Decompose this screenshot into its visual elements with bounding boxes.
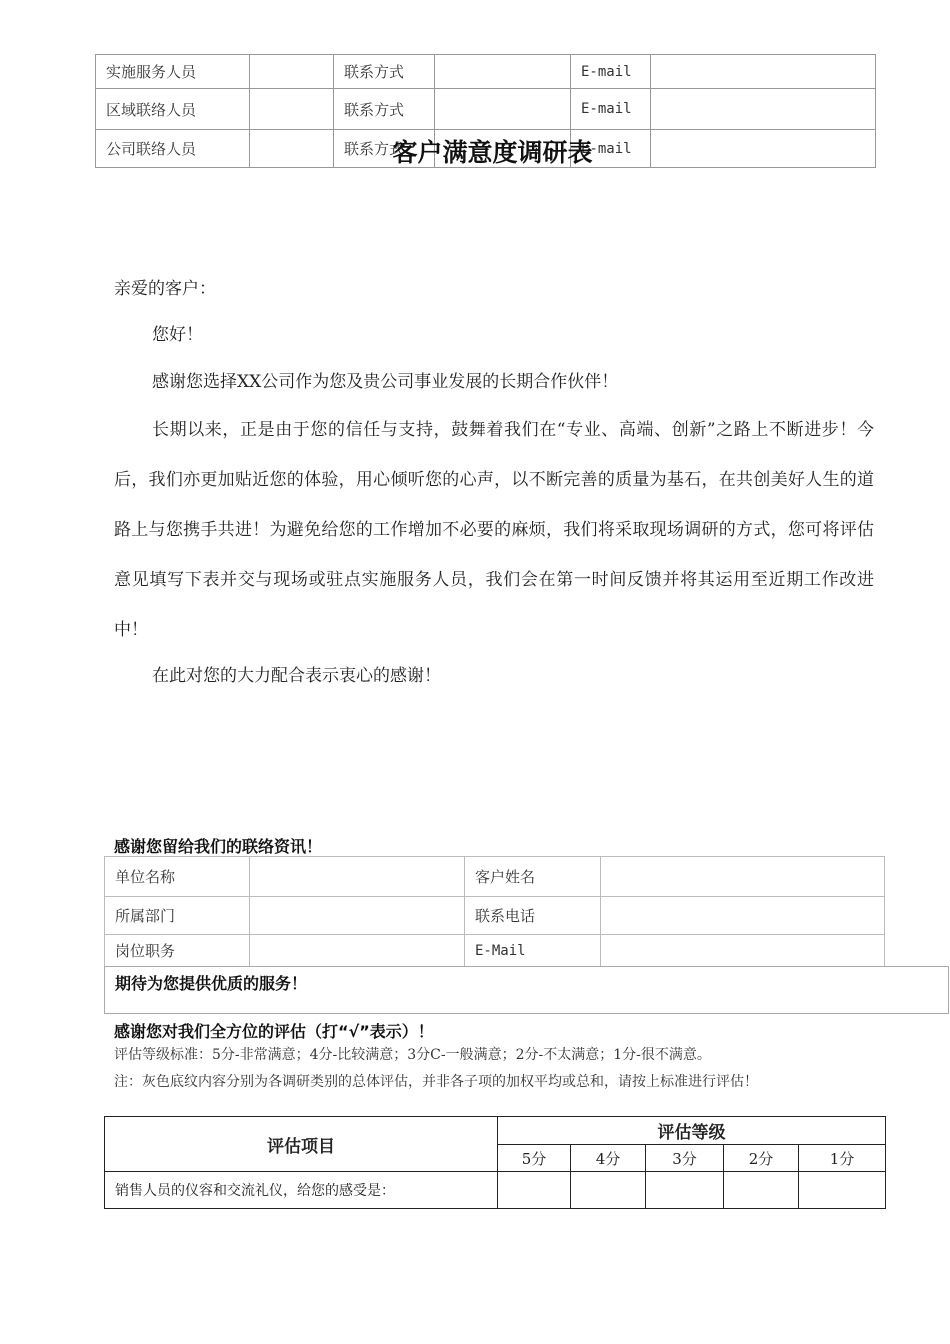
email-label: E-mail	[571, 130, 651, 168]
grade-4-cell[interactable]	[571, 1172, 646, 1209]
service-banner-text: 期待为您提供优质的服务！	[115, 974, 308, 993]
grade-header: 评估等级	[498, 1117, 886, 1145]
email-cell[interactable]	[651, 55, 876, 89]
grade-label: 5分	[498, 1145, 571, 1172]
grade-3-cell[interactable]	[646, 1172, 724, 1209]
grade-1-cell[interactable]	[799, 1172, 886, 1209]
field-label: 所属部门	[105, 897, 250, 935]
company-name-field[interactable]	[250, 857, 465, 897]
letter-greeting: 您好！	[152, 325, 203, 345]
email-field[interactable]	[601, 935, 885, 967]
page-title: 客户满意度调研表	[392, 138, 593, 167]
contact-cell[interactable]	[435, 55, 571, 89]
contact-section-heading: 感谢您留给我们的联络资讯！	[114, 837, 323, 856]
field-label: 岗位职务	[105, 935, 250, 967]
position-field[interactable]	[250, 935, 465, 967]
email-label: E-mail	[571, 89, 651, 130]
contact-label: 联系方式	[334, 55, 435, 89]
contact-label: 联系方式	[334, 89, 435, 130]
field-label: 客户姓名	[465, 857, 601, 897]
grade-label: 1分	[799, 1145, 886, 1172]
grade-label: 2分	[724, 1145, 799, 1172]
letter-thanks: 感谢您选择XX公司作为您及贵公司事业发展的长期合作伙伴！	[152, 372, 619, 392]
table-row	[105, 935, 885, 967]
evaluation-item: 销售人员的仪容和交流礼仪，给您的感受是：	[105, 1172, 498, 1209]
item-header: 评估项目	[105, 1117, 498, 1172]
service-banner-box	[104, 966, 949, 1014]
table-row	[96, 89, 876, 130]
email-label: E-mail	[571, 55, 651, 89]
letter-closing: 在此对您的大力配合表示衷心的感谢！	[152, 666, 441, 686]
evaluation-table	[104, 1116, 886, 1209]
table-row	[105, 857, 885, 897]
contact-label: 联系方式	[334, 130, 435, 168]
table-row	[105, 897, 885, 935]
phone-field[interactable]	[601, 897, 885, 935]
customer-name-field[interactable]	[601, 857, 885, 897]
email-cell[interactable]	[651, 89, 876, 130]
letter-body: 长期以来，正是由于您的信任与支持，鼓舞着我们在“专业、高端、创新”之路上不断进步！今后，我们亦更加贴近您的体验，用心倾听您的心声，以不断完善的质量为基石，在共创美好人生的道路上与您携手共进！为避免给您的工作增加不必要的麻烦，我们将采取现场调研的方式，您可将评估意见填写下表并交与现场或驻点实施服务人员，我们会在第一时间反馈并将其运用至近期工作改进中！	[114, 420, 874, 640]
evaluation-heading: 感谢您对我们全方位的评估（打“√”表示）！	[114, 1022, 434, 1041]
name-cell[interactable]	[250, 55, 334, 89]
name-cell[interactable]	[250, 89, 334, 130]
field-label: E-Mail	[465, 935, 601, 967]
letter-salutation: 亲爱的客户：	[114, 279, 216, 299]
grade-2-cell[interactable]	[724, 1172, 799, 1209]
table-header-row	[105, 1117, 886, 1145]
grade-5-cell[interactable]	[498, 1172, 571, 1209]
role-label: 区域联络人员	[96, 89, 250, 130]
grade-label: 4分	[571, 1145, 646, 1172]
customer-contact-table	[104, 856, 885, 967]
role-label: 实施服务人员	[96, 55, 250, 89]
grade-label: 3分	[646, 1145, 724, 1172]
department-field[interactable]	[250, 897, 465, 935]
field-label: 联系电话	[465, 897, 601, 935]
evaluation-note: 注：灰色底纹内容分别为各调研类别的总体评估，并非各子项的加权平均或总和，请按上标准进行评估！	[114, 1074, 758, 1090]
table-row	[96, 55, 876, 89]
table-row	[105, 1172, 886, 1209]
role-label: 公司联络人员	[96, 130, 250, 168]
contact-cell[interactable]	[435, 89, 571, 130]
grading-criteria: 评估等级标准：5分-非常满意；4分-比较满意；3分C-一般满意；2分-不太满意；1分-很不满意。	[114, 1047, 711, 1063]
field-label: 单位名称	[105, 857, 250, 897]
